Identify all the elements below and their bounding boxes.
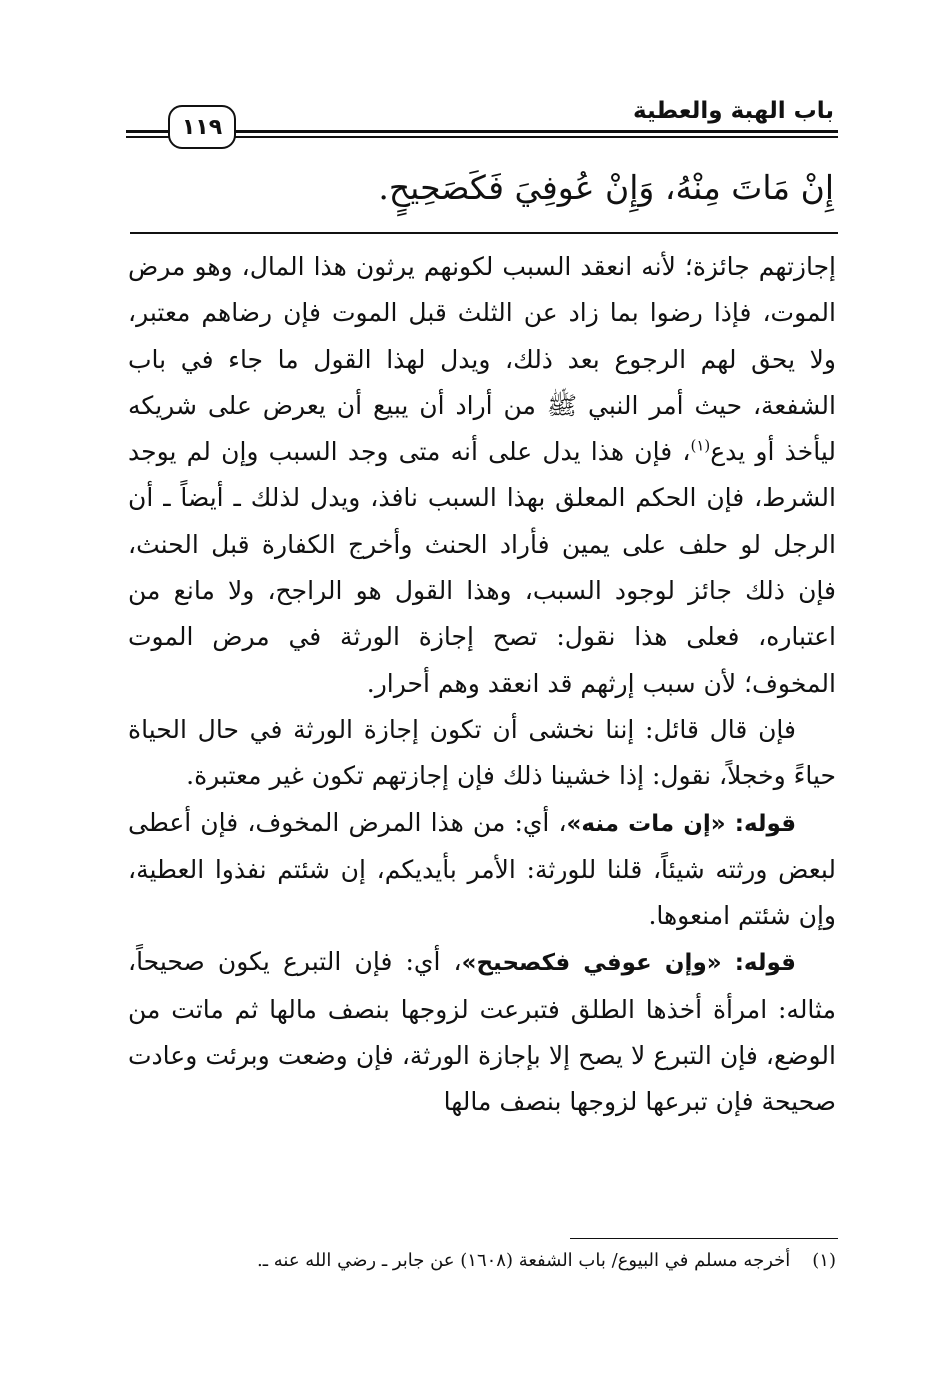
paragraph-3 (128, 800, 836, 940)
footnote-separator (570, 1238, 838, 1239)
qawl-lead: قوله: (734, 950, 796, 977)
qawl-lead: قوله: (734, 810, 797, 837)
footnote (128, 1250, 836, 1271)
paragraph-4 (128, 939, 836, 1125)
page-number-badge (168, 105, 236, 149)
footnote-number: (١) (812, 1250, 836, 1271)
paragraph-1 (128, 244, 836, 707)
footnote-ref[interactable]: (١) (690, 436, 711, 455)
page-number: ١١٩ (181, 114, 223, 140)
paragraph-1-text: إجازتهم جائزة؛ لأنه انعقد السبب لكونهم يرثون هذا المال، وهو مرض الموت، فإذا رضوا بما زاد عن الثلث قبل الموت فإن رضاهم معتبر، ولا يحق لهم الرجوع بعد ذلك، ويدل لهذا القول ما جاء في باب الشفعة، حيث أمر النبي ﷺ من أراد أن يبيع أن يعرض على شريكه ليأخذ أو يدع (128, 252, 836, 467)
matn-text: إِنْ مَاتَ مِنْهُ، وَإِنْ عُوفِيَ فَكَصَحِيحٍ. (378, 168, 834, 207)
paragraph-2: فإن قال قائل: إننا نخشى أن تكون إجازة الورثة في حال الحياة حياءً وخجلاً، نقول: إذا خشينا ذلك فإن إجازتهم تكون غير معتبرة. (128, 714, 836, 791)
commentary-body (128, 244, 836, 1126)
matn-quote: «وإن عوفي فكصحيح» (461, 950, 722, 977)
matn-separator (130, 232, 838, 234)
paragraph-1-text-cont: ، فإن هذا يدل على أنه متى وجد السبب وإن لم يوجد الشرط، فإن الحكم المعلق بهذا السبب نافذ، ويدل لذلك ـ أيضاً ـ أن الرجل لو حلف على يمين فأراد الحنث وأخرج الكفارة قبل الحنث، فإن ذلك جائز لوجود السبب، وهذا القول هو الراجح، ولا مانع من اعتباره، فعلى هذا نقول: تصح إجازة الورثة في مرض الموت المخوف؛ لأن سبب إرثهم قد انعقد وهم أحرار. (128, 437, 836, 698)
footnote-text: أخرجه مسلم في البيوع/ باب الشفعة (١٦٠٨) عن جابر ـ رضي الله عنه ـ. (257, 1250, 791, 1271)
matn-quote: «إن مات منه» (566, 810, 726, 837)
running-header-title: باب الهبة والعطية (633, 98, 834, 124)
paragraph-4-text: ، أي: فإن التبرع يكون صحيحاً، مثاله: امرأة أخذها الطلق فتبرعت لزوجها بنصف مالها ثم ماتت من الوضع، فإن التبرع لا يصح إلا بإجازة الورثة، فإن وضعت وبرئت وعادت صحيحة فإن تبرعها لزوجها بنصف مالها (128, 947, 836, 1117)
paragraph-3-text: ، أي: من هذا المرض المخوف، فإن أعطى لبعض ورثته شيئاً، قلنا للورثة: الأمر بأيديكم، إن شئتم نفذوا العطية، وإن شئتم امنعوها. (128, 807, 836, 931)
